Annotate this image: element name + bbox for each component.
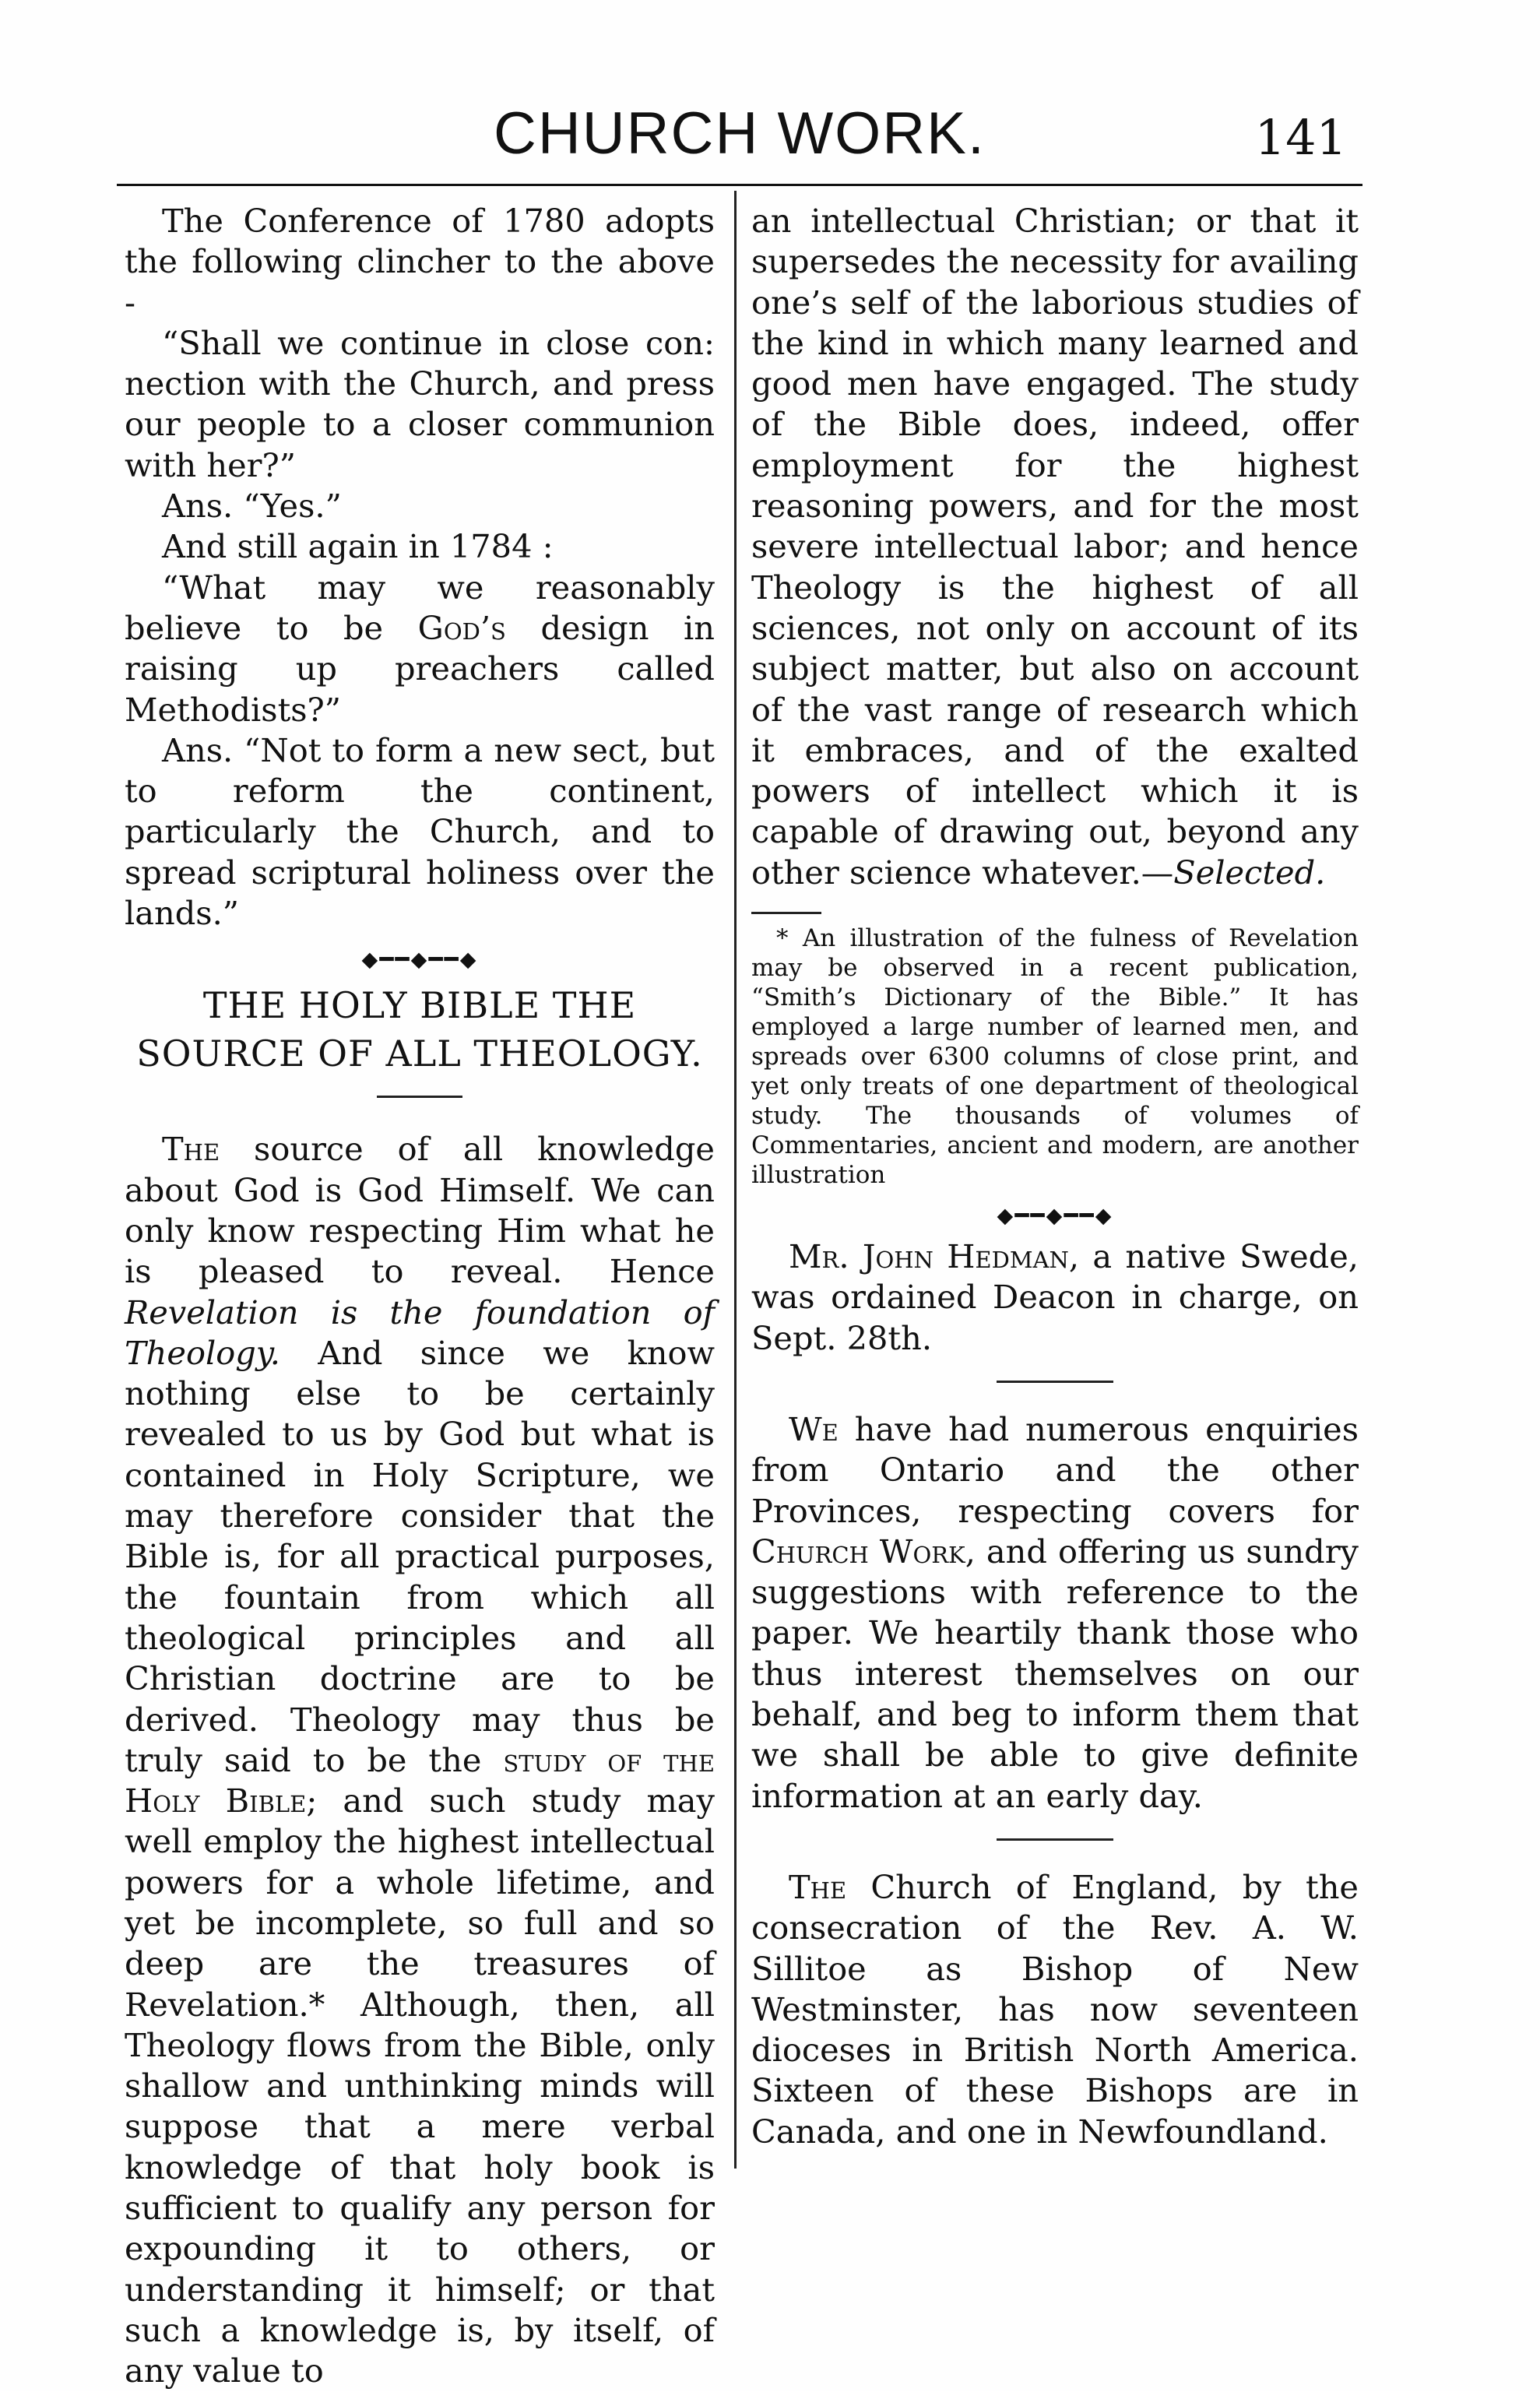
title-rule — [377, 1096, 462, 1098]
footnote-rule — [751, 912, 821, 914]
church-work-small-caps: Church Work — [751, 1532, 965, 1571]
article-small-caps-phrase: study of the Holy Bible — [125, 1740, 715, 1820]
page-number: 141 — [1254, 109, 1347, 166]
hedman-notice — [751, 1236, 1359, 1359]
conference-1784-answer: Ans. “Not to form a new sect, but to reform the continent, particularly the Church, and to spread scriptural holiness over the lands.” — [125, 730, 715, 933]
enquiries-text-b: , and offering us sundry suggestions with reference to the paper. We heartily thank those who thus interest themselves on our behalf, and beg to inform them that we shall be able to give definite information at an early day. — [751, 1532, 1359, 1815]
enquiries-lead: We — [789, 1409, 839, 1448]
hedman-text: , a native Swede, was ordained Deacon in charge, on Sept. 28th. — [751, 1237, 1359, 1357]
dioceses-text: Church of England, by the consecration of the Rev. A. W. Sillitoe as Bishop of New Westminster, has now seventeen dioceses in British North America. Sixteen of these Bishops are in Canada, and one in Newfoundland. — [751, 1867, 1359, 2151]
article-text-b: And since we know nothing else to be certainly revealed to us by God but what is contained in Holy Scripture, we may therefore consider that the Bible is, for all practical purposes, the fountain from which all theological principles and all Christian doctrine are to be derived. Theology may thus be truly said to be the — [125, 1333, 715, 1779]
section-ornament: ⬥━━⬥━━⬥ — [997, 1202, 1113, 1230]
conference-1780-intro: The Conference of 1780 adopts the following clincher to the above - — [125, 202, 715, 322]
conference-1784-intro: And still again in 1784 : — [162, 527, 554, 566]
article-title-line-2: SOURCE OF ALL THEOLOGY. — [136, 1032, 703, 1075]
footnote: * An illustration of the fulness of Revelation may be observed in a recent publication, “Smith’s Dictionary of the Bible.” It has employed a large number of learned men, and spreads over 6300 columns of close print, and yet only treats of one department of theological study. The thousands of volumes of Commentaries, ancient and modern, are another illustration — [751, 924, 1359, 1190]
conference-1780-question: “Shall we continue in close con: nection with the Church, and press our people to a closer communion with her?” — [125, 323, 715, 484]
gods-small-caps: God’s — [417, 608, 506, 647]
article-lead-word: The — [162, 1130, 220, 1169]
question-part-b: design in raising up preachers called Methodists?” — [125, 608, 716, 729]
selected-credit: Selected. — [1173, 853, 1326, 892]
dioceses-notice — [751, 1867, 1359, 2152]
article-text-c: ; and such study may well employ the highest intellectual powers for a whole lifetime, and yet be incomplete, so full and so deep are the treasures of Revelation.* Although, then, all Theology flows from the Bible, only shallow and unthinking minds will suppose that a mere verbal knowledge of that holy book is sufficient to qualify any person for expounding it to others, or understanding it himself; or that such a knowledge is, by itself, of any value to — [125, 1782, 715, 2390]
article-continuation — [751, 201, 1359, 893]
conference-1784-question — [125, 568, 715, 730]
left-column — [125, 201, 715, 2392]
article-continuation-text: an intellectual Christian; or that it supersedes the necessity for availing one’s self of the laborious studies of the kind in which many learned and good men have engaged. The study of the Bible does, indeed, offer employment for the highest reasoning powers, and for the most severe intellectual labor; and hence Theology is the highest of all sciences, not only on account of its subject matter, but also on account of the vast range of research which it embraces, and of the exalted powers of intellect which it is capable of drawing out, beyond any other science whatever.— — [751, 202, 1359, 892]
hedman-lead: Mr. John Hedman — [789, 1237, 1069, 1276]
conference-1780-answer: Ans. “Yes.” — [162, 487, 342, 526]
enquiries-notice — [751, 1409, 1359, 1817]
enquiries-text-a: have had numerous enquiries from Ontario and the other Provinces, respecting covers for — [751, 1409, 1359, 1530]
dioceses-lead: The — [789, 1867, 847, 1906]
header-rule — [117, 184, 1362, 186]
article-paragraph — [125, 1129, 715, 2391]
question-part-a: “What may we reasonably believe to be — [125, 568, 715, 647]
right-column — [751, 201, 1359, 2152]
article-title-line-1: THE HOLY BIBLE THE — [202, 984, 637, 1027]
separator-rule — [997, 1381, 1113, 1383]
article-text-a: source of all knowledge about God is God Himself. We can only know respecting Him what he is pleased to reveal. Hence — [125, 1130, 715, 1291]
section-ornament: ⬥━━⬥━━⬥ — [361, 946, 478, 974]
column-divider — [734, 191, 737, 2169]
running-title: CHURCH WORK. — [494, 100, 986, 167]
running-head — [117, 92, 1362, 178]
separator-rule — [997, 1838, 1113, 1841]
article-italic-phrase: Revelation is the foundation of Theology. — [125, 1293, 715, 1372]
